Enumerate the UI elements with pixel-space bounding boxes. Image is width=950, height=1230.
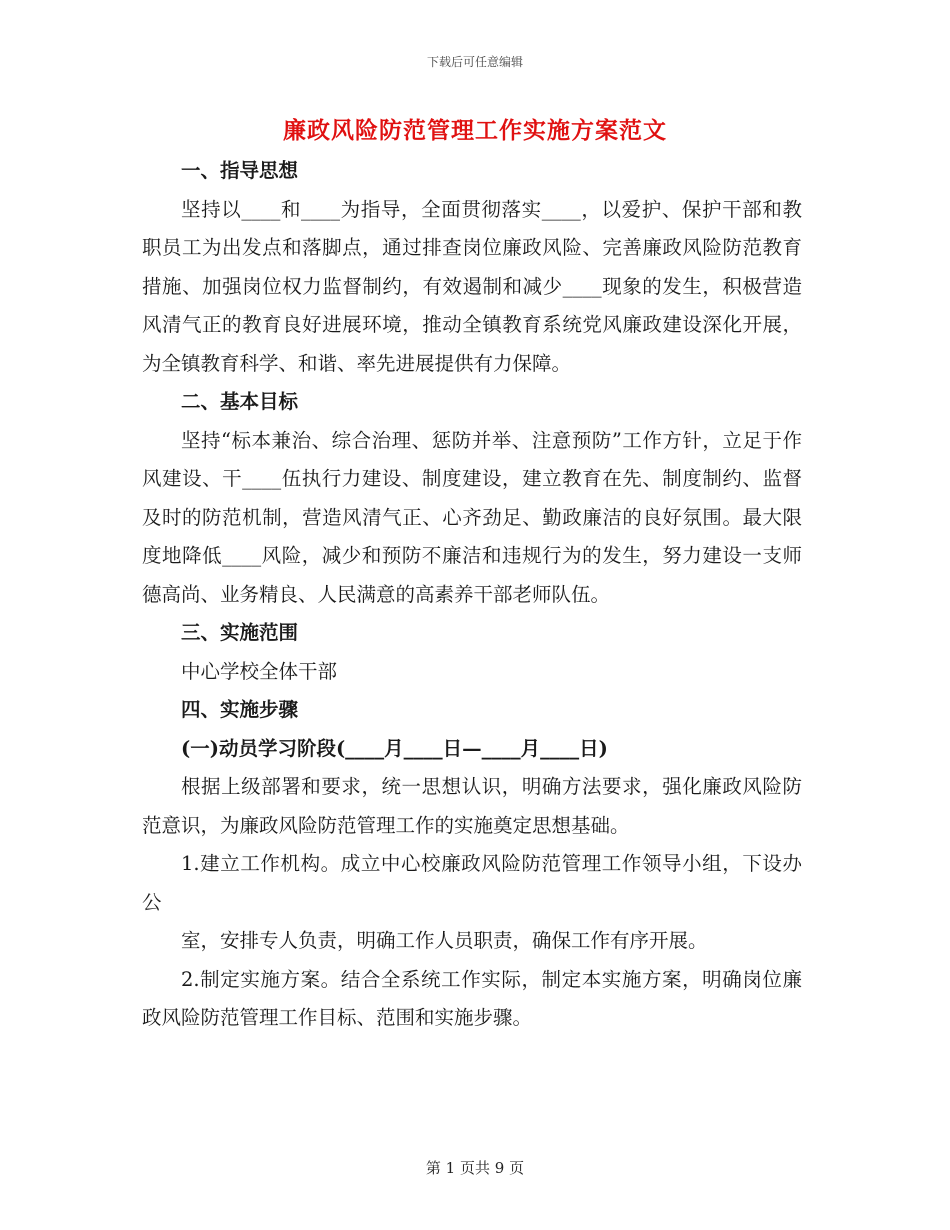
document-title: 廉政风险防范管理工作实施方案范文 bbox=[283, 117, 667, 144]
header-note: 下载后可任意编辑 bbox=[426, 55, 523, 69]
list-item-implementation-plan: 2.制定实施方案。结合全系统工作实际，制定本实施方案，明确岗位廉政风险防范管理工作目标、范围和实施步骤。 bbox=[142, 967, 802, 1029]
section-heading-steps: 四、实施步骤 bbox=[181, 698, 299, 721]
paragraph-guiding-ideology: 坚持以____和____为指导，全面贯彻落实____，以爱护、保护干部和教职员工为出发点和落脚点，通过排查岗位廉政风险、完善廉政风险防范教育措施、加强岗位权力监督制约，有效遏制和减少____现象的发生，积极营造风清气正的教育良好进展环境，推动全镇教育系统党风廉政建设深化开展，为全镇教育科学、和谐、率先进展提供有力保障。 bbox=[142, 197, 802, 375]
list-item-establish-body: 1.建立工作机构。成立中心校廉政风险防范管理工作领导小组，下设办公 bbox=[142, 852, 802, 914]
list-item-establish-body-continued: 室，安排专人负责，明确工作人员职责，确保工作有序开展。 bbox=[181, 929, 708, 952]
page-footer: 第 1 页共 9 页 bbox=[425, 1159, 525, 1177]
section-heading-basic-goals: 二、基本目标 bbox=[181, 390, 299, 413]
section-heading-guiding-ideology: 一、指导思想 bbox=[181, 159, 299, 182]
paragraph-basic-goals: 坚持“标本兼治、综合治理、惩防并举、注意预防”工作方针，立足于作风建设、干____伍执行力建设、制度建设，建立教育在先、制度制约、监督及时的防范机制，营造风清气正、心齐劲足、勤政廉洁的良好氛围。最大限度地降低____风险，减少和预防不廉洁和违规行为的发生，努力建设一支师德高尚、业务精良、人民满意的高素养干部老师队伍。 bbox=[142, 428, 802, 606]
section-heading-scope: 三、实施范围 bbox=[181, 621, 299, 644]
document-body bbox=[142, 152, 802, 1038]
subsection-heading-mobilization: (一)动员学习阶段(____月____日—____月____日) bbox=[181, 736, 608, 760]
paragraph-scope: 中心学校全体干部 bbox=[181, 659, 338, 683]
paragraph-mobilization: 根据上级部署和要求，统一思想认识，明确方法要求，强化廉政风险防范意识，为廉政风险防范管理工作的实施奠定思想基础。 bbox=[142, 775, 802, 837]
